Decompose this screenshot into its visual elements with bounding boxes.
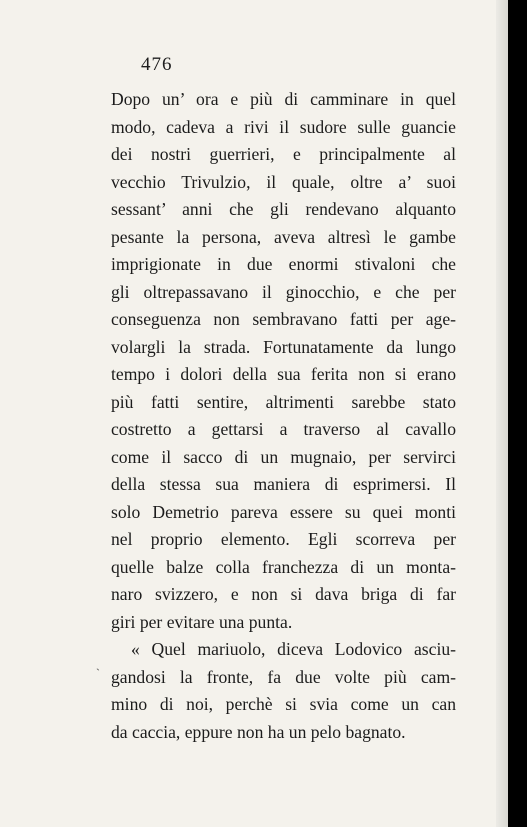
text-line: costretto a gettarsi a traverso al cavallo	[111, 419, 456, 439]
text-line: da caccia, eppure non ha un pelo bagnato.	[111, 721, 406, 742]
text-line: naro svizzero, e non si dava briga di far	[111, 584, 456, 604]
text-line: Dopo un’ ora e più di camminare in quel	[111, 89, 456, 109]
page-edge	[496, 0, 508, 827]
text-line: come il sacco di un mugnaio, per servirci	[111, 446, 456, 467]
text-line: tempo i dolori della sua ferita non si erano	[111, 364, 456, 384]
text-line: dei nostri guerrieri, e principalmente al	[111, 144, 456, 164]
text-line: pesante la persona, aveva altresì le gambe	[111, 226, 456, 247]
paragraph-2	[111, 636, 456, 746]
text-line: nel proprio elemento. Egli scorreva per	[111, 529, 456, 549]
text-line: gandosi la fronte, fa due volte più cam-	[111, 666, 456, 687]
paragraph-1	[111, 86, 456, 636]
text-line: della stessa sua maniera di esprimersi. Il	[111, 474, 456, 494]
page-number: 476	[141, 54, 173, 75]
text-line: « Quel mariuolo, diceva Lodovico asciu-	[131, 639, 456, 659]
text-line: volargli la strada. Fortunatamente da lungo	[111, 336, 456, 357]
text-line: conseguenza non sembravano fatti per age-	[111, 309, 456, 329]
text-line: mino di noi, perchè si svia come un can	[111, 694, 456, 714]
text-line: gli oltrepassavano il ginocchio, e che per	[111, 281, 456, 302]
text-line: imprigionate in due enormi stivaloni che	[111, 254, 456, 274]
text-line: vecchio Trivulzio, il quale, oltre a’ suoi	[111, 171, 456, 192]
margin-mark: `	[96, 666, 100, 680]
text-line: modo, cadeva a rivi il sudore sulle guancie	[111, 116, 456, 137]
text-line: quelle balze colla franchezza di un monta-	[111, 556, 456, 577]
text-line: solo Demetrio pareva essere su quei monti	[111, 501, 456, 522]
text-line: giri per evitare una punta.	[111, 611, 293, 632]
text-line: più fatti sentire, altrimenti sarebbe stato	[111, 391, 456, 412]
text-line: sessant’ anni che gli rendevano alquanto	[111, 199, 456, 219]
body-text	[111, 86, 456, 746]
